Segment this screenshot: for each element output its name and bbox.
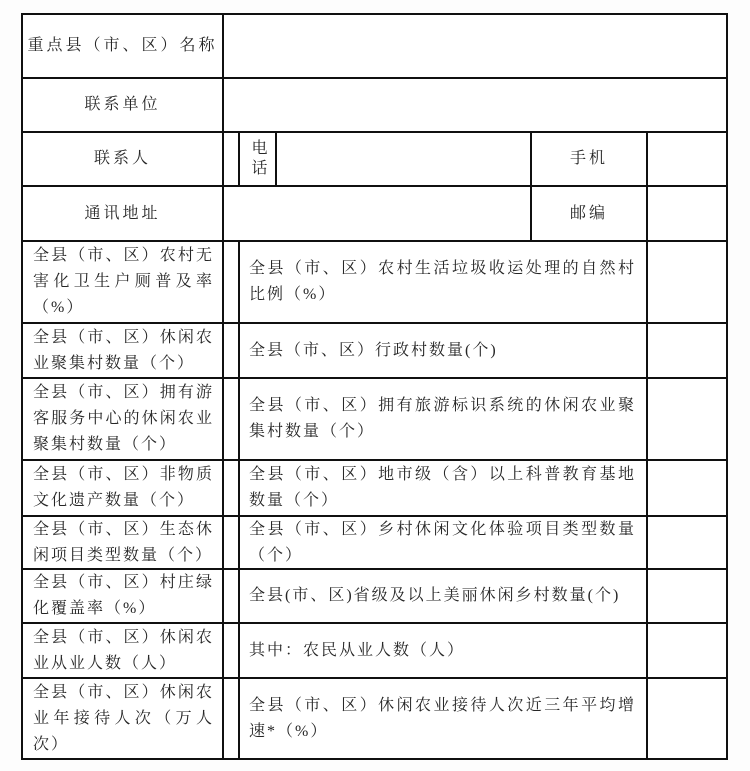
indicator-right-label-text: 全县（市、区）农村生活垃圾收运处理的自然村比例（%） (249, 260, 636, 303)
address-label (23, 187, 224, 242)
county-name-label (23, 15, 224, 79)
indicator-left-input[interactable] (224, 324, 240, 379)
indicator-right-label-text: 全县（市、区）地市级（含）以上科普教育基地数量（个） (249, 466, 636, 509)
indicator-left-input[interactable] (224, 461, 240, 517)
indicator-right-input[interactable] (648, 517, 728, 570)
indicator-left-label-text: 全县（市、区）村庄绿化覆盖率（%） (33, 574, 214, 617)
contact-person-label (23, 133, 224, 187)
indicator-right-label-text: 全县（市、区）休闲农业接待人次近三年平均增速*（%） (249, 696, 636, 740)
indicator-right-label (240, 324, 648, 379)
indicator-left-input[interactable] (224, 517, 240, 570)
indicator-right-label (240, 242, 648, 324)
indicator-left-label-text: 全县（市、区）休闲农业年接待人次（万人次） (33, 683, 214, 753)
indicator-right-input[interactable] (648, 461, 728, 517)
county-name-input[interactable] (224, 15, 728, 79)
indicator-left-label (23, 461, 224, 517)
indicator-right-label-text: 全县（市、区）乡村休闲文化体验项目类型数量（个） (249, 520, 636, 564)
indicator-right-label-text: 全县（市、区）拥有旅游标识系统的休闲农业聚集村数量（个） (249, 397, 636, 440)
indicator-right-input[interactable] (648, 324, 728, 379)
postcode-label-text: 邮编 (569, 204, 608, 222)
indicator-left-input[interactable] (224, 570, 240, 624)
indicator-right-input[interactable] (648, 242, 728, 324)
contact-unit-input[interactable] (224, 79, 728, 133)
indicator-right-label (240, 679, 648, 760)
contact-unit-label (23, 79, 224, 133)
indicator-left-input[interactable] (224, 679, 240, 760)
contact-unit-label-text: 联系单位 (84, 96, 161, 113)
contact-person-label-text: 联系人 (93, 150, 151, 167)
address-label-text: 通讯地址 (84, 204, 161, 222)
indicator-left-input[interactable] (224, 624, 240, 679)
postcode-label (532, 187, 648, 242)
indicator-right-label-text: 全县(市、区)省级及以上美丽休闲乡村数量(个) (249, 587, 621, 604)
indicator-left-label (23, 324, 224, 379)
indicator-left-label (23, 624, 224, 679)
contact-person-input[interactable] (224, 133, 240, 187)
indicator-right-label-text: 其中：农民从业人数（人） (249, 641, 466, 659)
indicator-left-label (23, 242, 224, 324)
indicator-right-input[interactable] (648, 624, 728, 679)
address-input[interactable] (224, 187, 532, 242)
indicator-right-input[interactable] (648, 679, 728, 760)
indicator-right-input[interactable] (648, 570, 728, 624)
indicator-left-label (23, 517, 224, 570)
county-name-label-text: 重点县（市、区）名称 (27, 37, 218, 54)
indicator-right-input[interactable] (648, 379, 728, 461)
indicator-right-label (240, 517, 648, 570)
phone-label (240, 133, 277, 187)
indicator-left-label-text: 全县（市、区）生态休闲项目类型数量（个） (33, 520, 214, 564)
indicator-left-label-text: 全县（市、区）休闲农业聚集村数量（个） (33, 328, 214, 372)
indicator-left-input[interactable] (224, 379, 240, 461)
indicator-left-label (23, 379, 224, 461)
indicator-right-label-text: 全县（市、区）行政村数量(个) (249, 341, 498, 359)
indicator-left-label-text: 全县（市、区）非物质文化遗产数量（个） (33, 466, 214, 509)
indicator-right-label (240, 570, 648, 624)
indicator-right-label (240, 461, 648, 517)
mobile-input[interactable] (648, 133, 728, 187)
indicator-left-label-text: 全县（市、区）拥有游客服务中心的休闲农业聚集村数量（个） (33, 384, 214, 453)
application-form-table (21, 13, 728, 760)
phone-input[interactable] (277, 133, 532, 187)
indicator-left-label-text: 全县（市、区）休闲农业从业人数（人） (33, 628, 214, 672)
postcode-input[interactable] (648, 187, 728, 242)
indicator-left-input[interactable] (224, 242, 240, 324)
mobile-label-text: 手机 (569, 150, 608, 167)
indicator-left-label (23, 570, 224, 624)
mobile-label (532, 133, 648, 187)
indicator-left-label-text: 全县（市、区）农村无害化卫生户厕普及率（%） (33, 247, 214, 316)
phone-label-text: 电话 (249, 139, 266, 179)
indicator-left-label (23, 679, 224, 760)
indicator-right-label (240, 624, 648, 679)
indicator-right-label (240, 379, 648, 461)
